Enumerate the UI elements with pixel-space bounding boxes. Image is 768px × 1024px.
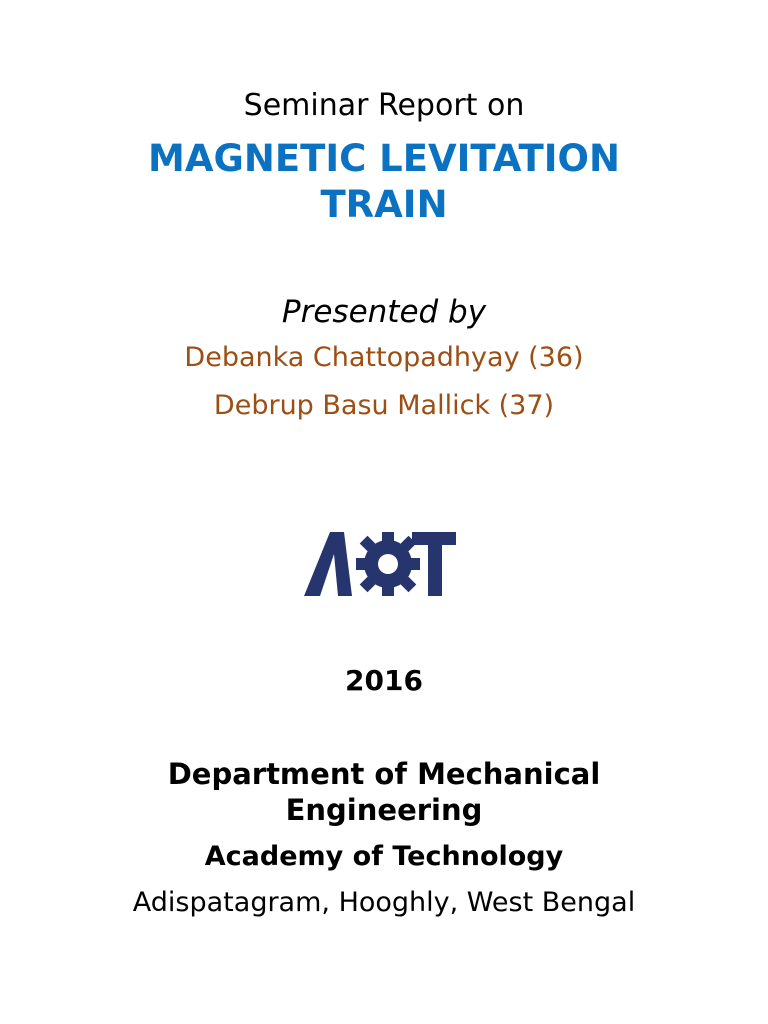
author-1: Debanka Chattopadhyay (36) (184, 342, 584, 373)
department-line-1: Department of Mechanical (167, 757, 601, 791)
logo-gear-hole (378, 554, 398, 574)
logo-letter-t-stem (428, 532, 442, 596)
presented-by-label: Presented by (281, 294, 487, 330)
report-title-line-2: TRAIN (320, 183, 448, 226)
aot-logo (304, 530, 460, 598)
department-line-2: Engineering (285, 793, 483, 827)
institution-address: Adispatagram, Hooghly, West Bengal (132, 887, 636, 918)
report-title-line-1: MAGNETIC LEVITATION (148, 137, 620, 180)
report-year: 2016 (345, 664, 423, 697)
report-subtitle: Seminar Report on (243, 88, 525, 123)
author-2: Debrup Basu Mallick (37) (213, 390, 555, 421)
institution-name: Academy of Technology (204, 841, 564, 872)
logo-letter-a (304, 532, 352, 596)
